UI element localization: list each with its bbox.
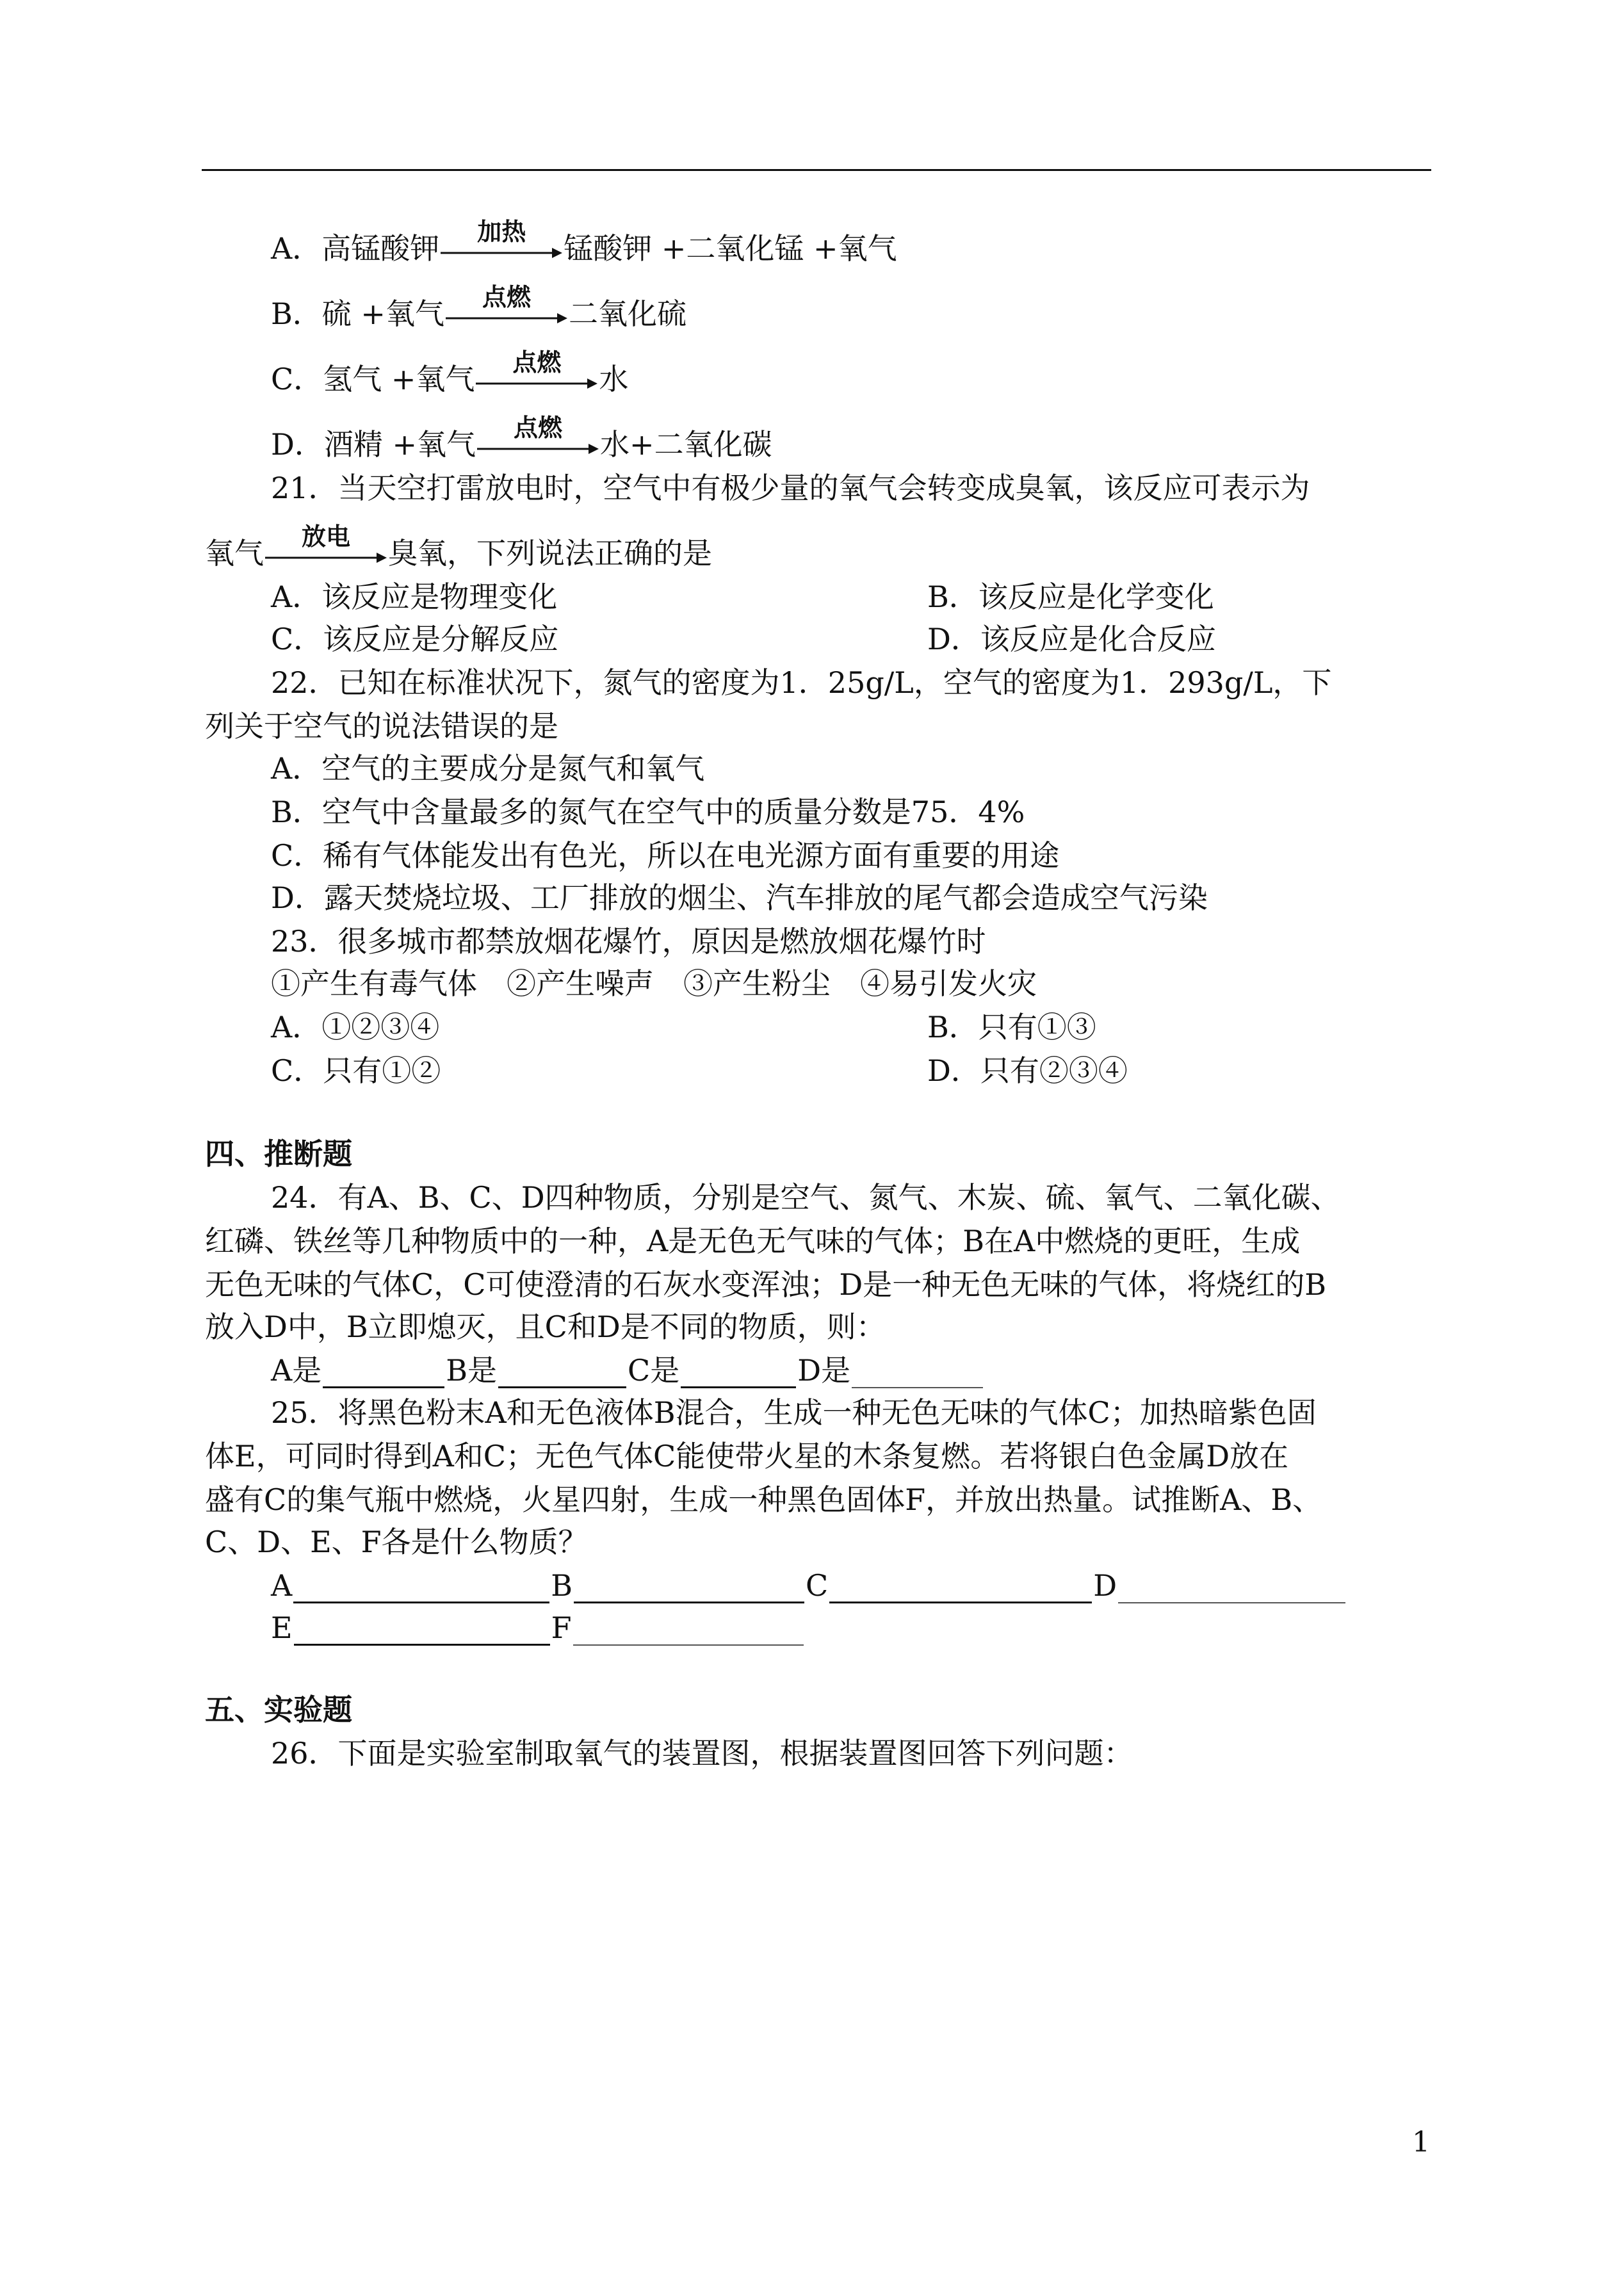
- q21-option-c: C．该反应是分解反应: [271, 622, 559, 656]
- product-text: 水+二氧化碳: [600, 427, 772, 462]
- section-heading: 四、推断题: [205, 1137, 352, 1171]
- answer-blank[interactable]: [1118, 1574, 1345, 1603]
- product-text: 臭氧，下列说法正确的是: [388, 536, 712, 571]
- reaction-condition: 点燃: [514, 413, 563, 442]
- section-heading: 五、实验题: [205, 1692, 352, 1727]
- reactant-text: C．氢气 +氧气: [271, 362, 475, 396]
- reaction-arrow: [446, 282, 567, 332]
- blank-label: B是: [446, 1353, 498, 1388]
- reaction-arrow: [477, 413, 599, 462]
- q25-answer-row1: [271, 1568, 1347, 1603]
- q25-stem-line4: C、D、E、F各是什么物质？: [205, 1525, 588, 1559]
- blank-label: F: [551, 1610, 572, 1645]
- q25-stem-line1: 25．将黑色粉末A和无色液体B混合，生成一种无色无味的气体C；加热暗紫色固: [271, 1395, 1317, 1430]
- q22-stem-line2: 列关于空气的说法错误的是: [205, 709, 558, 743]
- reactant-text: B．硫 +氧气: [271, 296, 444, 331]
- q20-option-a: [271, 217, 897, 266]
- answer-blank[interactable]: [852, 1359, 983, 1388]
- q22-option-c: C．稀有气体能发出有色光，所以在电光源方面有重要的用途: [271, 838, 1060, 873]
- q23-option-d: D．只有②③④: [927, 1053, 1128, 1088]
- q22-option-d: D．露天焚烧垃圾、工厂排放的烟尘、汽车排放的尾气都会造成空气污染: [271, 880, 1208, 915]
- q23-option-a: A．①②③④: [271, 1010, 440, 1044]
- q21-stem: 21．当天空打雷放电时，空气中有极少量的氧气会转变成臭氧，该反应可表示为: [271, 471, 1310, 505]
- blank-label: E: [271, 1610, 293, 1645]
- blank-label: C: [806, 1568, 829, 1603]
- answer-blank[interactable]: [681, 1358, 796, 1388]
- reaction-arrow: [476, 348, 597, 397]
- reaction-condition: 放电: [301, 522, 350, 551]
- blank-label: D是: [797, 1353, 851, 1388]
- q23-option-b: B．只有①③: [927, 1010, 1096, 1044]
- answer-blank[interactable]: [574, 1573, 804, 1603]
- q25-stem-line3: 盛有C的集气瓶中燃烧，火星四射，生成一种黑色固体F，并放出热量。试推断A、B、: [205, 1482, 1322, 1517]
- q22-option-b: B．空气中含量最多的氮气在空气中的质量分数是75．4%: [271, 795, 1025, 829]
- q21-reaction: [205, 522, 712, 571]
- reaction-condition: 点燃: [512, 348, 562, 377]
- q24-stem-line1: 24．有A、B、C、D四种物质，分别是空气、氮气、木炭、硫、氧气、二氧化碳、: [271, 1180, 1340, 1215]
- q20-option-c: [271, 348, 629, 397]
- q22-stem-line1: 22．已知在标准状况下，氮气的密度为1．25g/L，空气的密度为1．293g/L，下: [271, 665, 1332, 700]
- header-rule: [202, 169, 1431, 171]
- reaction-condition: 点燃: [482, 282, 531, 311]
- q25-stem-line2: 体E，可同时得到A和C；无色气体C能使带火星的木条复燃。若将银白色金属D放在: [205, 1439, 1289, 1473]
- q24-stem-line4: 放入D中，B立即熄灭，且C和D是不同的物质，则：: [205, 1310, 886, 1344]
- q20-option-b: [271, 282, 686, 332]
- product-text: 锰酸钾 +二氧化锰 +氧气: [564, 231, 897, 266]
- answer-blank[interactable]: [829, 1573, 1092, 1603]
- q22-option-a: A．空气的主要成分是氮气和氧气: [271, 751, 705, 786]
- product-text: 二氧化硫: [568, 296, 686, 331]
- reaction-arrow: [265, 522, 387, 571]
- q24-stem-line3: 无色无味的气体C，C可使澄清的石灰水变浑浊；D是一种无色无味的气体，将烧红的B: [205, 1267, 1327, 1302]
- reaction-condition: 加热: [477, 217, 526, 246]
- blank-label: C是: [628, 1353, 680, 1388]
- reactant-text: A．高锰酸钾: [271, 231, 440, 266]
- q23-option-c: C．只有①②: [271, 1053, 441, 1088]
- answer-blank[interactable]: [293, 1573, 549, 1603]
- blank-label: D: [1093, 1568, 1117, 1603]
- answer-blank[interactable]: [323, 1358, 444, 1388]
- product-text: 水: [599, 362, 629, 396]
- reaction-arrow: [441, 217, 562, 266]
- q26-stem: 26．下面是实验室制取氧气的装置图，根据装置图回答下列问题：: [271, 1736, 1133, 1771]
- q21-option-b: B．该反应是化学变化: [927, 580, 1214, 614]
- q21-option-a: A．该反应是物理变化: [271, 580, 558, 614]
- answer-blank[interactable]: [498, 1358, 626, 1388]
- q23-items: ①产生有毒气体 ②产生噪声 ③产生粉尘 ④易引发火灾: [271, 966, 1037, 1001]
- reactant-text: D．酒精 +氧气: [271, 427, 476, 462]
- q21-option-d: D．该反应是化合反应: [927, 622, 1216, 656]
- reactant-text: 氧气: [205, 536, 264, 571]
- q24-stem-line2: 红磷、铁丝等几种物质中的一种，A是无色无气味的气体；B在A中燃烧的更旺，生成: [205, 1224, 1301, 1258]
- q20-option-d: [271, 413, 772, 462]
- page-number: 1: [1412, 2126, 1430, 2159]
- answer-blank[interactable]: [573, 1616, 804, 1646]
- blank-label: A: [271, 1568, 293, 1603]
- q24-answer-row: [271, 1352, 984, 1388]
- blank-label: B: [551, 1568, 573, 1603]
- blank-label: A是: [271, 1353, 322, 1388]
- q23-stem: 23．很多城市都禁放烟花爆竹，原因是燃放烟花爆竹时: [271, 924, 986, 959]
- q25-answer-row2: [271, 1610, 805, 1646]
- answer-blank[interactable]: [294, 1616, 550, 1646]
